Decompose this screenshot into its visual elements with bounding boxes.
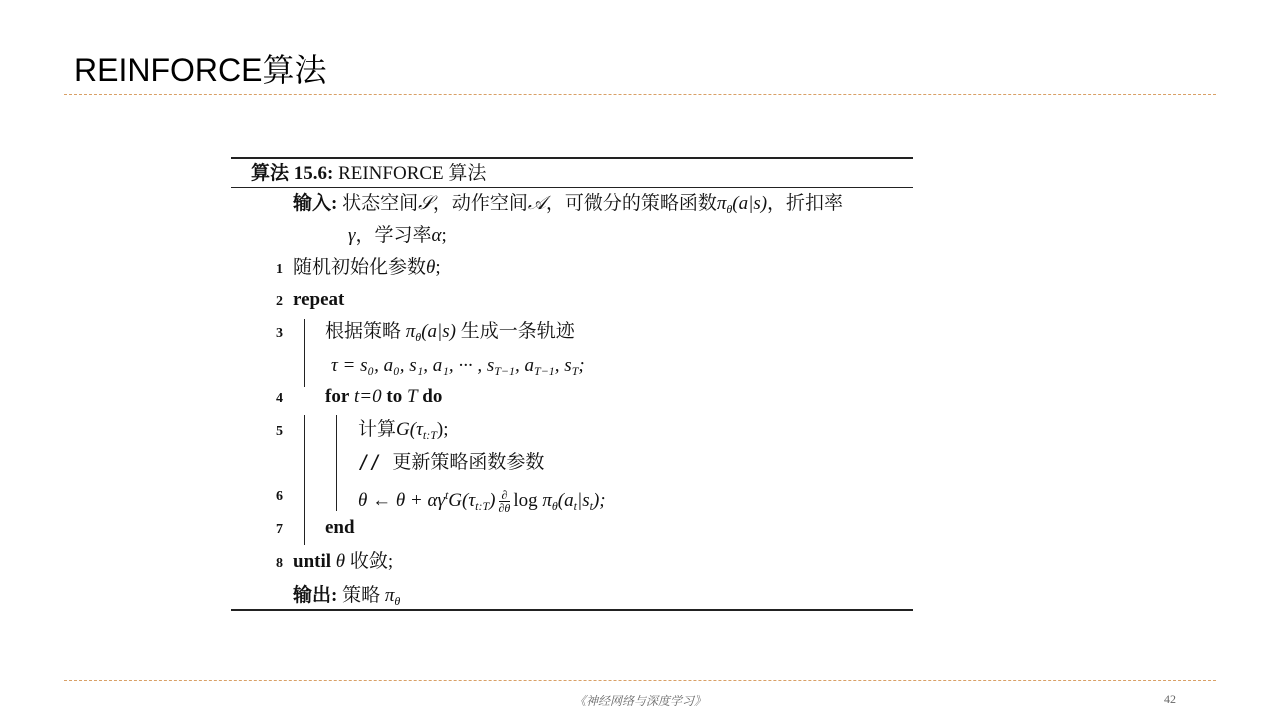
partial-derivative: $\frac{\partial}{\partial\theta}$ [498,488,511,516]
repeat-keyword: repeat [293,289,345,310]
for-keyword: for [325,386,350,407]
input-line-2: γ，学习率α; [348,225,447,246]
line-1: 随机初始化参数θ; [293,257,441,278]
do-keyword: do [422,386,443,407]
line-number: 1 [276,262,283,277]
end-keyword: end [325,517,355,538]
line-3-text-2: 生成一条轨迹 [460,321,575,342]
line-number: 7 [276,522,283,537]
line-5-subscript: t:T [422,428,437,442]
action-space-symbol: 𝒜 [527,193,546,214]
line-5-text: 计算 [358,419,397,440]
until-keyword: until [293,551,332,572]
line-3-policy: (a|s) [421,321,456,342]
repeat-block-bar [304,319,305,387]
line-number: 6 [276,489,283,504]
line-3: 根据策略 $\pi_\theta(a|s)$ 生成一条轨迹 [325,321,575,344]
repeat-block-bar-lower [304,415,305,545]
algorithm-top-rule [231,157,913,159]
output-text: 策略 [342,585,381,606]
algorithm-box [231,157,913,611]
output-label: 输出: [293,585,338,606]
caption-title: REINFORCE 算法 [338,163,487,184]
input-text-discount: ，折扣率 [767,193,844,214]
input-text-policy: ，可微分的策略函数 [545,193,717,214]
alpha-symbol: α [431,225,442,246]
policy-symbol: $\pi_\theta$ [716,193,733,216]
page-number: 42 [1164,692,1176,706]
footer-book-title: 《神经网络与深度学习》 [573,694,706,708]
input-text-learning-rate: ，学习率 [355,225,432,246]
for-bound: T [406,386,418,407]
line-8: until θ 收敛; [293,551,394,572]
input-line-1 [293,192,843,221]
footer-divider [64,680,1216,681]
policy-expression: (a|s) [732,193,768,214]
for-condition: t=0 [354,386,382,407]
algorithm-caption [251,162,486,186]
gamma-symbol: γ [348,225,356,246]
input-text-state: 状态空间 [342,193,419,214]
line-number: 8 [276,556,283,571]
line-number: 5 [276,424,283,439]
line-5: 计算$G(\tau_{t:T})$; [358,419,449,442]
line-number: 3 [276,326,283,341]
line-3-text: 根据策略 [325,321,402,342]
input-text-action: ，动作空间 [432,193,528,214]
to-keyword: to [386,386,403,407]
slide-title: REINFORCE算法 [74,52,327,88]
input-label: 输入: [293,193,338,214]
caption-label: 算法 15.6: [251,163,334,184]
algorithm-bottom-rule [231,609,913,611]
line-5-expression: G(τ [396,419,423,440]
comment-line: // 更新策略函数参数 [358,451,545,473]
update-equation: θ ← $\theta + \alpha\gamma^tG(\tau_{t:T})$ $\frac{\partial}{\partial\theta}$ $\log \pi_\theta(a_t|s_t)$; [358,488,606,516]
line-4 [325,385,442,409]
title-divider [64,94,1216,95]
line-8-text: 收敛; [349,551,394,572]
for-block-bar [336,415,337,511]
line-number: 2 [276,294,283,309]
output-line: 输出: 策略 $\pi_\theta$ [293,585,401,608]
algorithm-caption-rule [231,187,913,188]
line-number: 4 [276,391,283,406]
line-1-text: 随机初始化参数 [293,257,427,278]
trajectory-expression-head: τ = s₀, a₀, s₁, a₁, ··· , s [331,355,495,376]
state-space-symbol: 𝒮 [418,193,433,214]
trajectory-expression: τ = s₀, a₀, s₁, a₁, ··· , $s_{T-1}$, $a_{T-1}$, $s_T$; [331,355,585,378]
